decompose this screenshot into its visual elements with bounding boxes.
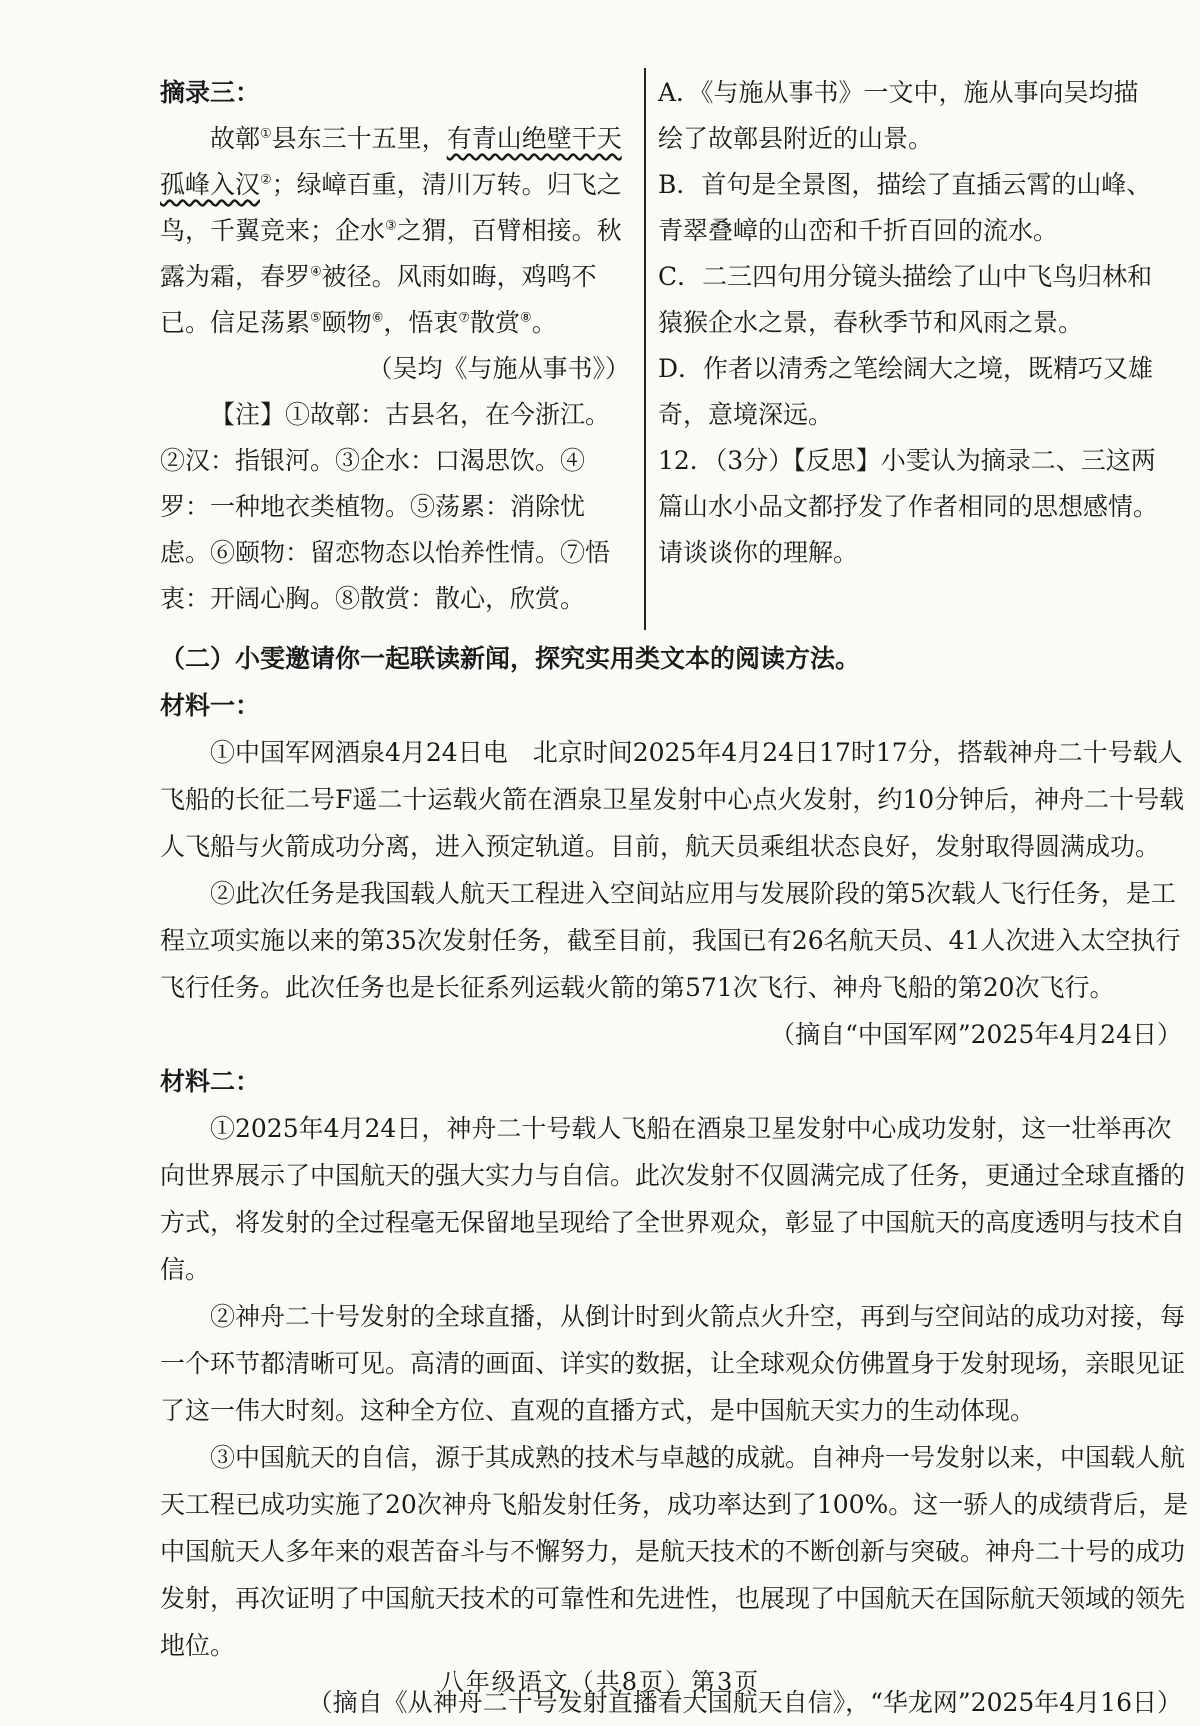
material-two-source: （摘自《从神舟二十号发射直播看大国航天自信》，“华龙网”2025年4月16日） [307,1688,1182,1717]
material-two-paragraph-1: ①2025年4月24日，神舟二十号载人飞船在酒泉卫星发射中心成功发射，这一壮举再次向世界展示了中国航天的强大实力与自信。此次发射不仅圆满完成了任务，更通过全球直播的方式，将发射的全过程毫无保留地呈现给了全世界观众，彰显了中国航天的高度透明与技术自信。 [160,1114,1186,1284]
material-one-paragraph-1: ①中国军网酒泉4月24日电 北京时间2025年4月24日17时17分，搭载神舟二十号载人飞船的长征二号F遥二十运载火箭在酒泉卫星发射中心点火发射，约10分钟后，神舟二十号载人飞船与火箭成功分离，进入预定轨道。目前，航天员乘组状态良好，发射取得圆满成功。 [160,738,1185,861]
excerpt-source: （吴均《与施从事书》） [367,354,630,383]
material-two-paragraph-2: ②神舟二十号发射的全球直播，从倒计时到火箭点火升空，再到与空间站的成功对接，每一个环节都清晰可见。高清的画面、详实的数据，让全球观众仿佛置身于发射现场，亲眼见证了这一伟大时刻。这种全方位、直观的直播方式，是中国航天实力的生动体现。 [160,1302,1186,1425]
excerpt-three [160,70,630,622]
material-two-paragraph-3: ③中国航天的自信，源于其成熟的技术与卓越的成就。自神舟一号发射以来，中国载人航天工程已成功实施了20次神舟飞船发射任务，成功率达到了100%。这一骄人的成绩背后，是中国航天人多年来的艰苦奋斗与不懈努力，是航天技术的不断创新与突破。神舟二十号的成功发射，再次证明了中国航天技术的可靠性和先进性，也展现了中国航天在国际航天领域的领先地位。 [160,1443,1189,1660]
page-footer: 八年级语文（共8页）第3页 [439,1668,761,1696]
section-two [160,635,1190,1726]
excerpt-notes: 【注】①故鄣：古县名，在今浙江。②汉：指银河。③企水：口渴思饮。④罗：一种地衣类植物。⑤荡累：消除忧虑。⑥颐物：留恋物态以怡养性情。⑦悟衷：开阔心胸。⑧散赏：散心，欣赏。 [160,400,611,613]
material-one-paragraph-2: ②此次任务是我国载人航天工程进入空间站应用与发展阶段的第5次载人飞行任务，是工程立项实施以来的第35次发射任务，截至目前，我国已有26名航天员、41人次进入太空执行飞行任务。此次任务也是长征系列运载火箭的第571次飞行、神舟飞船的第20次飞行。 [160,879,1181,1002]
material-one-title: 材料一： [160,691,261,720]
option-b: B．首句是全景图，描绘了直插云霄的山峰、青翠叠嶂的山峦和千折百回的流水。 [658,170,1152,245]
material-two-title: 材料二： [160,1067,261,1096]
question-options [658,70,1158,576]
option-c: C．二三四句用分镜头描绘了山中飞鸟归林和猿猴企水之景，春秋季节和风雨之景。 [658,262,1153,337]
option-a: A．《与施从事书》一文中，施从事向吴均描绘了故鄣县附近的山景。 [658,78,1139,153]
question-12: 12．（3分）【反思】小雯认为摘录二、三这两篇山水小品文都抒发了作者相同的思想感情。请谈谈你的理解。 [658,446,1159,567]
section-heading: （二）小雯邀请你一起联读新闻，探究实用类文本的阅读方法。 [160,644,861,673]
column-divider [644,68,646,630]
two-column-section [0,70,1200,630]
underlined-sentence: 有青山绝壁干天孤峰入汉 [160,124,622,199]
excerpt-body: 故鄣①县东三十五里，有青山绝壁干天孤峰入汉②；绿嶂百重，清川万转。归飞之鸟，千翼竞来；企水③之猬，百臂相接。秋露为霜，春罗④被径。风雨如晦，鸡鸣不已。信足荡累⑤颐物⑥，悟衷⑦散赏⑧。 [160,124,622,337]
excerpt-heading: 摘录三： [160,78,261,107]
material-one-source: （摘自“中国军网”2025年4月24日） [770,1020,1182,1049]
option-d: D．作者以清秀之笔绘阔大之境，既精巧又雄奇，意境深远。 [658,354,1154,429]
